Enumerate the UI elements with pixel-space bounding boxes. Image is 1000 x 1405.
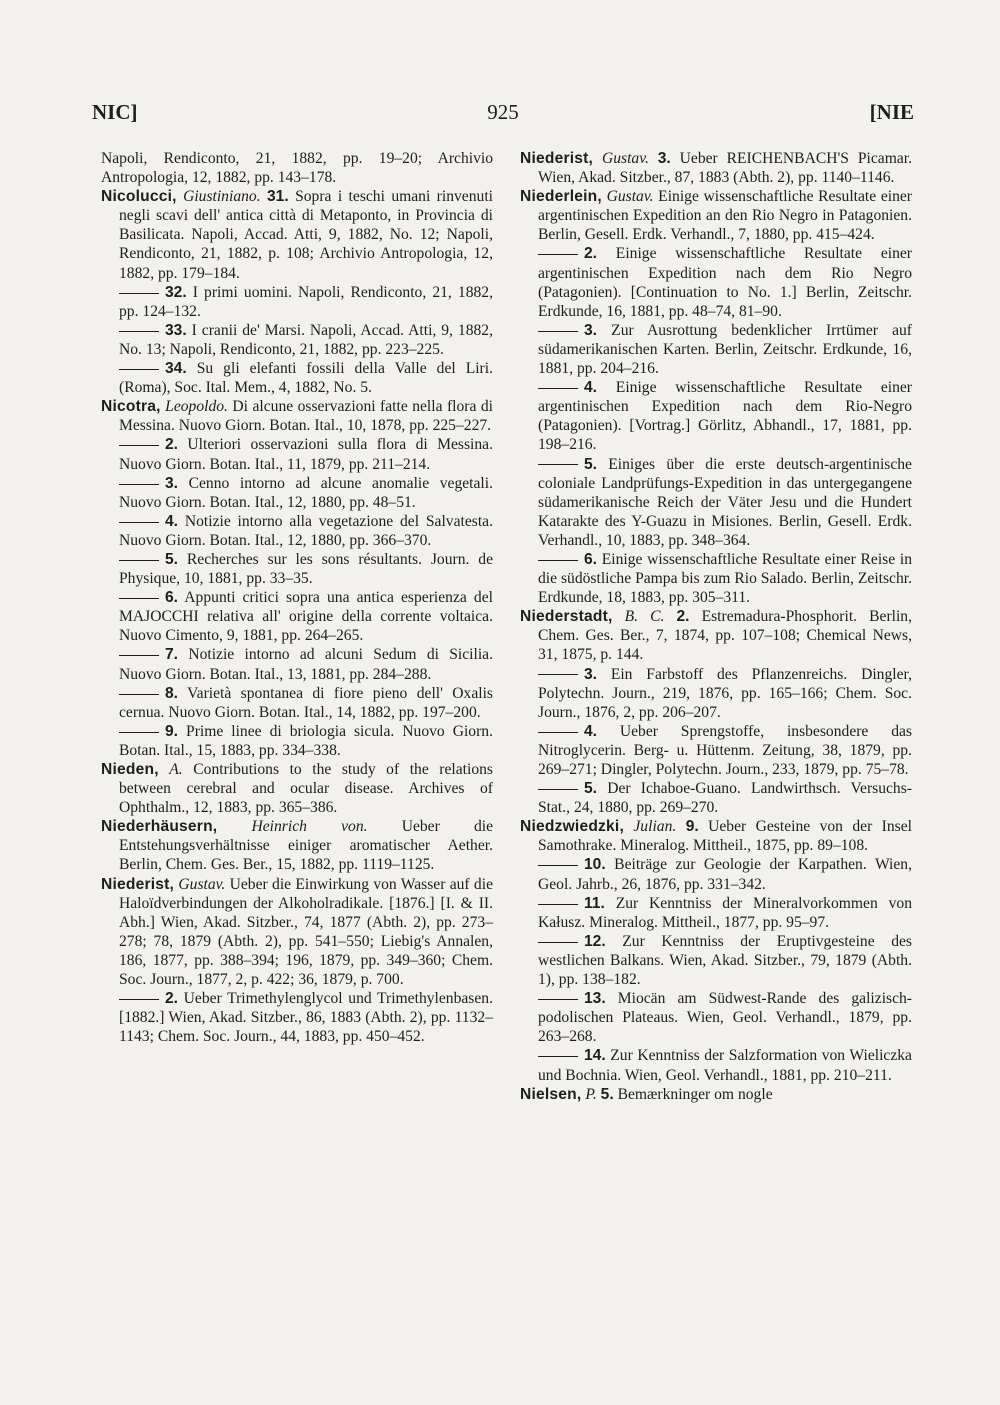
ditto-rule: [538, 942, 578, 943]
author-given-name: P.: [585, 1085, 597, 1103]
work-number: 2.: [165, 990, 179, 1008]
work-citation: Ulteriori osservazioni sulla flora di Messina. Nuovo Giorn. Botan. Ital., 11, 1879, pp. 211–214.: [119, 436, 493, 473]
work-citation: Ueber Sprengstoffe, insbesondere das Nitroglycerin. Berg- u. Hüttenm. Zeitung, 38, 1879, pp. 269–271; Dingler, Polytechn. Journ., 233, 1879, pp. 75–78.: [538, 722, 912, 778]
ditto-rule: [119, 560, 159, 561]
work-number: 3.: [584, 321, 598, 339]
work-number: 4.: [584, 379, 598, 397]
work-entry: [101, 474, 493, 512]
work-citation: I primi uomini. Napoli, Rendiconto, 21, 1882, pp. 124–132.: [119, 283, 493, 320]
author-given-name: Leopoldo.: [165, 398, 228, 416]
work-number: 2.: [676, 608, 690, 626]
work-number: 10.: [584, 856, 606, 874]
work-citation: Ueber REICHENBACH'S Picamar. Wien, Akad. Sitzber., 87, 1883 (Abth. 2), pp. 1140–1146.: [538, 150, 912, 187]
work-citation: Notizie intorno alla vegetazione del Salvatesta. Nuovo Giorn. Botan. Ital., 12, 1880, pp. 366–370.: [119, 512, 493, 549]
author-name: Nielsen,: [520, 1085, 582, 1103]
author-name: Niedzwiedzki,: [520, 818, 624, 836]
work-citation: Ein Farbstoff des Pflanzenreichs. Dingler, Polytechn. Journ., 219, 1876, pp. 165–166; Chem. Soc. Journ., 1876, 2, pp. 206–207.: [538, 665, 912, 721]
work-number: 12.: [584, 932, 606, 950]
work-entry: [520, 244, 912, 320]
work-number: 14.: [584, 1047, 606, 1065]
work-citation: Ueber die Entstehungsverhältnisse einiger aromatischer Aether. Berlin, Chem. Ges. Ber., 15, 1882, pp. 1119–1125.: [119, 818, 493, 874]
work-citation: Einige wissenschaftliche Resultate einer argentinischen Expedition nach dem Rio Negro (Patagonien). [Continuation to No. 1.] Berlin, Zeitschr. Erdkunde, 16, 1881, pp. 48–74, 81–90.: [538, 245, 912, 320]
work-citation: Cenno intorno ad alcune anomalie vegetali. Nuovo Giorn. Botan. Ital., 12, 1880, pp. 48–51.: [119, 474, 493, 511]
work-number: 9.: [685, 818, 699, 836]
work-citation: Varietà spontanea di fiore pieno dell' Oxalis cernua. Nuovo Giorn. Botan. Ital., 14, 1882, pp. 197–200.: [119, 684, 494, 721]
ditto-rule: [538, 254, 578, 255]
ditto-rule: [119, 484, 159, 485]
ditto-rule: [538, 1056, 578, 1057]
work-entry: [520, 378, 912, 454]
work-number: 8.: [165, 684, 179, 702]
work-citation: Ueber Gesteine von der Insel Samothrake. Mineralog. Mittheil., 1875, pp. 89–108.: [538, 818, 912, 855]
ditto-rule: [538, 789, 578, 790]
work-entry: [101, 550, 493, 588]
work-number: 32.: [165, 283, 187, 301]
left-column: [101, 149, 493, 1046]
ditto-rule: [538, 999, 578, 1000]
author-given-name: B. C.: [624, 608, 665, 626]
work-citation: Einiges über die erste deutsch-argentinische coloniale Landprüfungs-Expedition in das untergegangene südamerikanische Reich der Väter Jesu und die Hundert Katarakte des Y-Guazu in Misiones. Berlin, Gesell. Erdk. Verhandl., 10, 1883, pp. 348–364.: [538, 455, 912, 549]
ditto-rule: [119, 445, 159, 446]
work-citation: Di alcune osservazioni fatte nella flora di Messina. Nuovo Giorn. Botan. Ital., 10, 1878, pp. 225–227.: [119, 398, 493, 435]
ditto-rule: [119, 331, 159, 332]
work-citation: Bemærkninger om nogle: [617, 1085, 773, 1103]
work-citation: Einige wissenschaftliche Resultate einer Reise in die südöstliche Pampa bis zum Rio Salado. Berlin, Zeitschr. Erdkunde, 18, 1883, pp. 305–311.: [538, 550, 912, 607]
work-entry: [520, 455, 912, 550]
work-citation: Zur Kenntniss der Salzformation von Wieliczka und Bochnia. Wien, Geol. Verhandl., 1881, pp. 210–211.: [538, 1047, 912, 1084]
work-number: 31.: [267, 188, 289, 206]
ditto-rule: [119, 522, 159, 523]
entry-continuation: [101, 149, 493, 187]
author-name: Niederstadt,: [520, 608, 613, 626]
entry-text: Napoli, Rendiconto, 21, 1882, pp. 19–20; Archivio Antropologia, 12, 1882, pp. 143–178.: [101, 150, 493, 187]
work-number: 7.: [165, 646, 179, 664]
author-given-name: Gustav.: [178, 875, 226, 893]
work-number: 13.: [584, 990, 606, 1008]
ditto-rule: [119, 369, 159, 370]
author-entry: [101, 397, 493, 435]
ditto-rule: [538, 904, 578, 905]
page-header: [92, 100, 914, 130]
page-number: 925: [487, 100, 519, 124]
author-given-name: Heinrich von.: [251, 818, 368, 836]
work-entry: [520, 722, 912, 779]
author-entry: [520, 607, 912, 664]
work-citation: Appunti critici sopra una antica esperienza del MAJOCCHI relativa all' origine della corrente voltaica. Nuovo Cimento, 9, 1881, pp. 264–265.: [119, 589, 493, 645]
ditto-rule: [538, 388, 578, 389]
work-entry: [520, 550, 912, 607]
work-number: 3.: [165, 474, 179, 492]
work-entry: [101, 989, 493, 1046]
header-left-range: NIC]: [92, 100, 138, 124]
author-name: Nicolucci,: [101, 188, 177, 206]
work-citation: Beiträge zur Geologie der Karpathen. Wien, Geol. Jahrb., 26, 1876, pp. 331–342.: [538, 856, 912, 893]
work-number: 4.: [165, 512, 179, 530]
ditto-rule: [538, 464, 578, 465]
author-given-name: Gustav.: [601, 150, 649, 167]
author-given-name: Julian.: [633, 818, 677, 836]
work-entry: [520, 779, 912, 817]
work-citation: Contributions to the study of the relations between cerebral and ocular disease. Archives of Ophthalm., 12, 1883, pp. 365–386.: [119, 761, 493, 817]
author-entry: [520, 817, 912, 855]
ditto-rule: [538, 674, 578, 675]
work-entry: [101, 588, 493, 645]
work-entry: [101, 435, 493, 473]
ditto-rule: [538, 331, 578, 332]
work-entry: [101, 283, 493, 321]
work-number: 5.: [584, 455, 598, 473]
author-entry: [520, 1085, 912, 1104]
work-citation: Zur Ausrottung bedenklicher Irrtümer auf südamerikanischen Karten. Berlin, Zeitschr. Erdkunde, 16, 1881, pp. 204–216.: [538, 321, 912, 378]
author-entry: [101, 760, 493, 817]
work-number: 5.: [584, 780, 598, 798]
work-number: 5.: [600, 1085, 614, 1103]
work-citation: Ueber die Einwirkung von Wasser auf die Haloïdverbindungen der Alkoholradikale. [1876.] [I. & II. Abh.] Wien, Akad. Sitzber., 74, 1877 (Abth. 2), pp. 273–278; 78, 1879 (Abth. 2), pp. 541–550; Liebig's Annalen, 186, 1877, pp. 388–394; 196, 1879, pp. 349–360; Chem. Soc. Journ., 1877, 2, p. 422; 36, 1879, p. 700.: [119, 875, 493, 989]
right-column: [520, 149, 912, 1104]
author-name: Niederist,: [520, 150, 594, 167]
ditto-rule: [538, 865, 578, 866]
author-name: Nieden,: [101, 761, 159, 778]
work-number: 6.: [584, 550, 598, 568]
header-right-range: [NIE: [869, 100, 914, 124]
work-citation: Der Ichaboe-Guano. Landwirthsch. Versuchs-Stat., 24, 1880, pp. 269–270.: [538, 780, 912, 817]
author-entry: [520, 187, 912, 244]
work-number: 4.: [584, 722, 598, 740]
work-citation: Zur Kenntniss der Eruptivgesteine des westlichen Balkans. Wien, Akad. Sitzber., 79, 1879 (Abth. 1), pp. 138–182.: [538, 932, 912, 989]
ditto-rule: [538, 560, 578, 561]
ditto-rule: [538, 732, 578, 733]
author-entry: [520, 149, 912, 187]
work-citation: Estremadura-Phosphorit. Berlin, Chem. Ges. Ber., 7, 1874, pp. 107–108; Chemical News, 31, 1875, p. 144.: [538, 608, 912, 664]
work-number: 5.: [165, 550, 179, 568]
work-number: 3.: [657, 150, 671, 167]
work-citation: Zur Kenntniss der Mineralvorkommen von Kałusz. Mineralog. Mittheil., 1877, pp. 95–97.: [538, 894, 912, 931]
work-entry: [101, 321, 493, 359]
author-given-name: Gustav.: [606, 188, 654, 206]
work-entry: [101, 684, 493, 722]
ditto-rule: [119, 999, 159, 1000]
work-number: 33.: [165, 321, 187, 339]
ditto-rule: [119, 732, 159, 733]
work-citation: Prime linee di briologia sicula. Nuovo Giorn. Botan. Ital., 15, 1883, pp. 334–338.: [119, 722, 493, 759]
author-entry: [101, 187, 493, 282]
work-entry: [520, 321, 912, 378]
ditto-rule: [119, 655, 159, 656]
ditto-rule: [119, 598, 159, 599]
work-number: 2.: [165, 436, 179, 454]
author-entry: [101, 817, 493, 874]
work-citation: Su gli elefanti fossili della Valle del Liri. (Roma), Soc. Ital. Mem., 4, 1882, No. 5.: [119, 360, 493, 397]
work-entry: [520, 665, 912, 722]
work-entry: [520, 989, 912, 1046]
author-name: Niederhäusern,: [101, 818, 218, 836]
work-number: 9.: [165, 722, 179, 740]
work-entry: [101, 359, 493, 397]
work-entry: [520, 855, 912, 893]
work-number: 2.: [584, 245, 598, 263]
work-citation: Sopra i teschi umani rinvenuti negli scavi dell' antica città di Metaponto, in Provincia di Basilicata. Napoli, Accad. Atti, 9, 1882, No. 12; Napoli, Rendiconto, 21, 1882, p. 108; Archivio Antropologia, 12, 1882, pp. 179–184.: [119, 188, 493, 282]
work-citation: Miocän am Südwest-Rande des galizisch-podolischen Plateaus. Wien, Geol. Verhandl., 1879, pp. 263–268.: [538, 990, 913, 1046]
author-given-name: Giustiniano.: [183, 188, 261, 206]
ditto-rule: [119, 694, 159, 695]
ditto-rule: [119, 293, 159, 294]
work-number: 11.: [584, 894, 605, 912]
author-given-name: A.: [169, 761, 183, 778]
work-citation: Recherches sur les sons résultants. Journ. de Physique, 10, 1881, pp. 33–35.: [119, 550, 493, 588]
work-entry: [520, 894, 912, 932]
work-entry: [101, 722, 493, 760]
author-entry: [101, 875, 493, 990]
author-name: Nicotra,: [101, 398, 161, 416]
work-number: 34.: [165, 360, 187, 378]
work-citation: I cranii de' Marsi. Napoli, Accad. Atti, 9, 1882, No. 13; Napoli, Rendiconto, 21, 1882, pp. 223–225.: [119, 321, 493, 358]
work-citation: Einige wissenschaftliche Resultate einer argentinischen Expedition an den Rio Negro in Patagonien. Berlin, Gesell. Erdk. Verhandl., 7, 1880, pp. 415–424.: [538, 188, 912, 244]
work-number: 6.: [165, 589, 179, 607]
work-entry: [101, 512, 493, 550]
work-entry: [520, 1046, 912, 1084]
author-name: Niederist,: [101, 875, 175, 893]
work-entry: [101, 645, 493, 683]
work-entry: [520, 932, 912, 989]
author-name: Niederlein,: [520, 188, 602, 206]
work-citation: Ueber Trimethylenglycol und Trimethylenbasen. [1882.] Wien, Akad. Sitzber., 86, 1883 (Abth. 2), pp. 1132–1143; Chem. Soc. Journ., 44, 1883, pp. 450–452.: [119, 990, 493, 1046]
work-number: 3.: [584, 665, 598, 683]
work-citation: Einige wissenschaftliche Resultate einer argentinischen Expedition nach dem Rio-Negro (Patagonien). [Vortrag.] Görlitz, Abhandl., 17, 1881, pp. 198–216.: [538, 379, 912, 454]
work-citation: Notizie intorno ad alcuni Sedum di Sicilia. Nuovo Giorn. Botan. Ital., 13, 1881, pp. 284–288.: [119, 646, 493, 683]
